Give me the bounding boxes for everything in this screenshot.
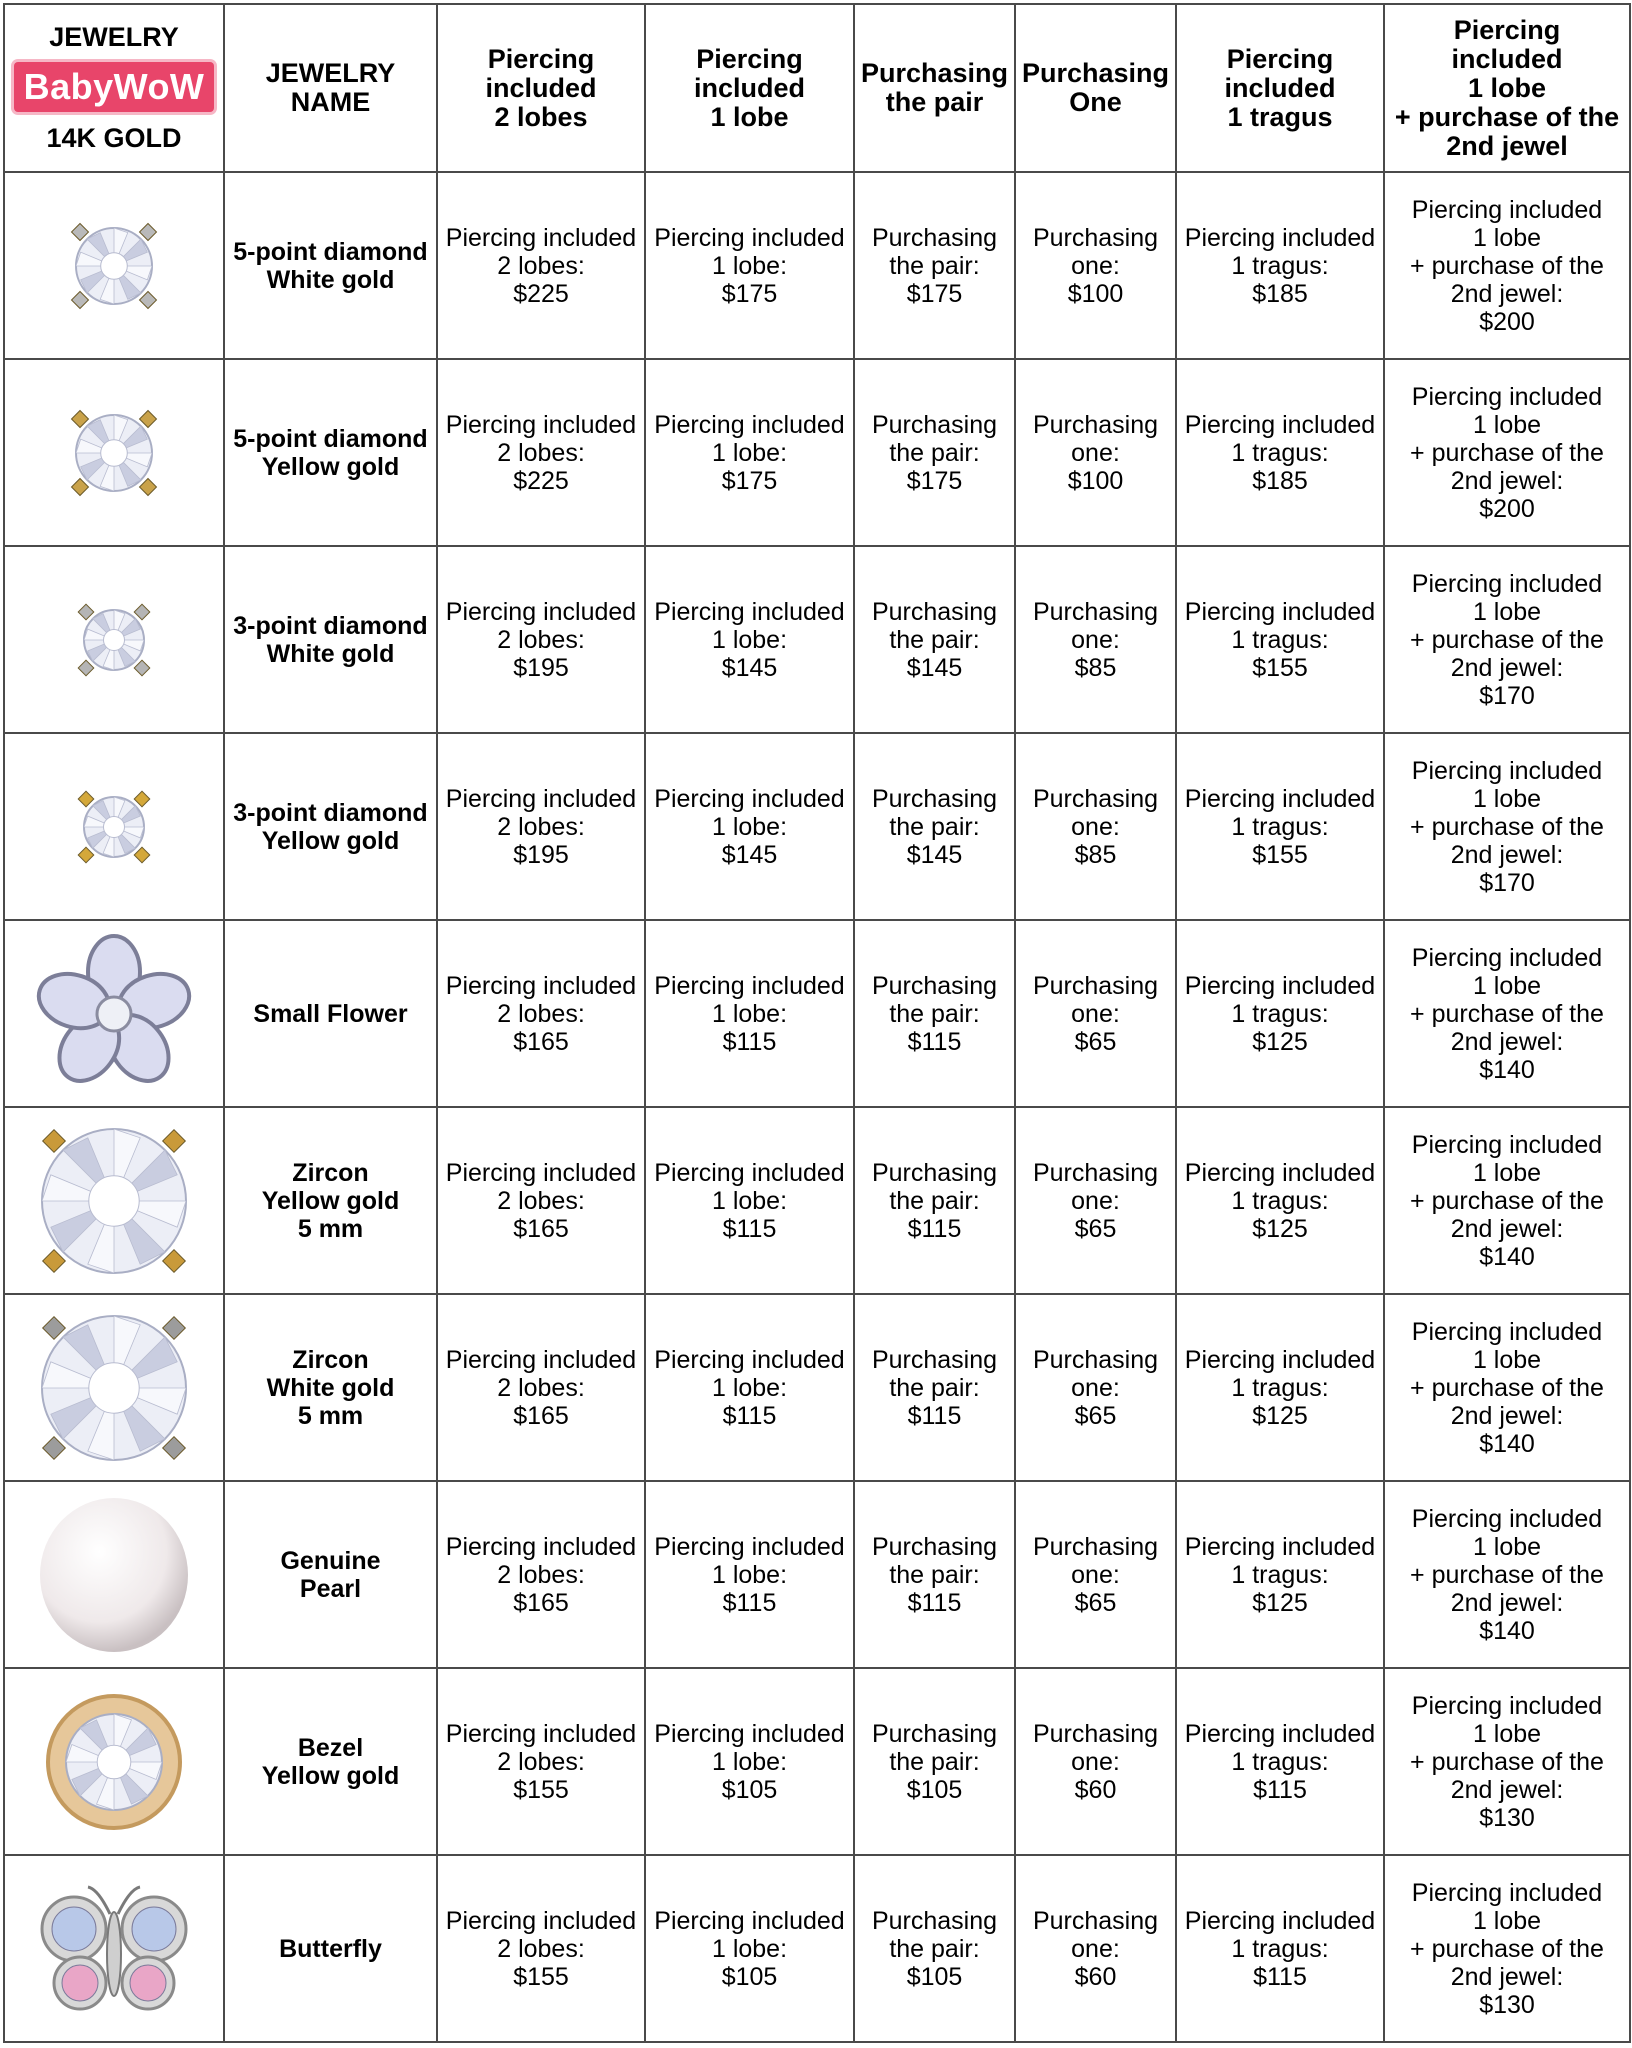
header-row xyxy=(4,4,1630,172)
price-one-lobe: Piercing included 1 lobe: $105 xyxy=(645,1855,854,2042)
price-two-lobes: Piercing included 2 lobes: $165 xyxy=(437,1294,645,1481)
jewel-image-cell xyxy=(4,359,224,546)
jewel-image-cell xyxy=(4,1107,224,1294)
price-two-lobes: Piercing included 2 lobes: $225 xyxy=(437,359,645,546)
jewelry-name: Genuine Pearl xyxy=(224,1481,437,1668)
price-two-lobes: Piercing included 2 lobes: $155 xyxy=(437,1668,645,1855)
pearl-stud-icon xyxy=(5,1490,223,1660)
price-tragus: Piercing included 1 tragus: $185 xyxy=(1176,359,1384,546)
table-row xyxy=(4,1481,1630,1668)
price-lobe-plus-jewel: Piercing included 1 lobe + purchase of the 2nd jewel: $140 xyxy=(1384,1294,1630,1481)
jewelry-name: Butterfly xyxy=(224,1855,437,2042)
price-tragus: Piercing included 1 tragus: $125 xyxy=(1176,1107,1384,1294)
jewel-image-cell xyxy=(4,1855,224,2042)
price-tragus: Piercing included 1 tragus: $155 xyxy=(1176,546,1384,733)
price-pair: Purchasing the pair: $115 xyxy=(854,1107,1015,1294)
price-one: Purchasing one: $100 xyxy=(1015,172,1176,359)
price-two-lobes: Piercing included 2 lobes: $165 xyxy=(437,920,645,1107)
price-one: Purchasing one: $60 xyxy=(1015,1668,1176,1855)
price-one-lobe: Piercing included 1 lobe: $115 xyxy=(645,1107,854,1294)
table-row xyxy=(4,1294,1630,1481)
jewelry-name: 3-point diamond White gold xyxy=(224,546,437,733)
table-row xyxy=(4,546,1630,733)
column-header-one-lobe: Piercing included 1 lobe xyxy=(645,4,854,172)
table-row xyxy=(4,359,1630,546)
price-one: Purchasing one: $85 xyxy=(1015,546,1176,733)
price-one-lobe: Piercing included 1 lobe: $105 xyxy=(645,1668,854,1855)
price-pair: Purchasing the pair: $175 xyxy=(854,359,1015,546)
column-header-pair: Purchasing the pair xyxy=(854,4,1015,172)
jewelry-name: Bezel Yellow gold xyxy=(224,1668,437,1855)
table-row xyxy=(4,1668,1630,1855)
price-lobe-plus-jewel: Piercing included 1 lobe + purchase of the 2nd jewel: $200 xyxy=(1384,359,1630,546)
table-row xyxy=(4,733,1630,920)
table-row xyxy=(4,172,1630,359)
yellow-gold-zircon-stud-icon xyxy=(5,1116,223,1286)
brand-top-label: JEWELRY xyxy=(49,22,179,52)
brand-header xyxy=(4,4,224,172)
white-gold-small-diamond-stud-icon xyxy=(5,555,223,725)
jewelry-name: 5-point diamond Yellow gold xyxy=(224,359,437,546)
price-two-lobes: Piercing included 2 lobes: $195 xyxy=(437,546,645,733)
price-two-lobes: Piercing included 2 lobes: $165 xyxy=(437,1107,645,1294)
column-header-name: JEWELRY NAME xyxy=(224,4,437,172)
price-one: Purchasing one: $100 xyxy=(1015,359,1176,546)
jewel-image-cell xyxy=(4,920,224,1107)
column-header-tragus: Piercing included 1 tragus xyxy=(1176,4,1384,172)
price-two-lobes: Piercing included 2 lobes: $225 xyxy=(437,172,645,359)
price-lobe-plus-jewel: Piercing included 1 lobe + purchase of the 2nd jewel: $200 xyxy=(1384,172,1630,359)
price-two-lobes: Piercing included 2 lobes: $195 xyxy=(437,733,645,920)
price-one-lobe: Piercing included 1 lobe: $115 xyxy=(645,1481,854,1668)
price-pair: Purchasing the pair: $145 xyxy=(854,546,1015,733)
price-one-lobe: Piercing included 1 lobe: $115 xyxy=(645,920,854,1107)
price-lobe-plus-jewel: Piercing included 1 lobe + purchase of the 2nd jewel: $130 xyxy=(1384,1855,1630,2042)
jewelry-name: 5-point diamond White gold xyxy=(224,172,437,359)
price-one: Purchasing one: $65 xyxy=(1015,1107,1176,1294)
price-one-lobe: Piercing included 1 lobe: $145 xyxy=(645,546,854,733)
price-one-lobe: Piercing included 1 lobe: $145 xyxy=(645,733,854,920)
column-header-two-lobes: Piercing included 2 lobes xyxy=(437,4,645,172)
table-row xyxy=(4,920,1630,1107)
price-tragus: Piercing included 1 tragus: $115 xyxy=(1176,1668,1384,1855)
brand-logo: BabyWoW xyxy=(14,62,215,112)
jewelry-name: Zircon White gold 5 mm xyxy=(224,1294,437,1481)
brand-bottom-label: 14K GOLD xyxy=(46,123,182,153)
price-pair: Purchasing the pair: $175 xyxy=(854,172,1015,359)
price-lobe-plus-jewel: Piercing included 1 lobe + purchase of the 2nd jewel: $140 xyxy=(1384,1481,1630,1668)
yellow-gold-small-diamond-stud-icon xyxy=(5,742,223,912)
price-one: Purchasing one: $65 xyxy=(1015,1294,1176,1481)
price-one-lobe: Piercing included 1 lobe: $175 xyxy=(645,359,854,546)
price-one: Purchasing one: $65 xyxy=(1015,920,1176,1107)
price-pair: Purchasing the pair: $115 xyxy=(854,1481,1015,1668)
price-lobe-plus-jewel: Piercing included 1 lobe + purchase of the 2nd jewel: $170 xyxy=(1384,733,1630,920)
price-tragus: Piercing included 1 tragus: $125 xyxy=(1176,1481,1384,1668)
jewel-image-cell xyxy=(4,172,224,359)
jewelry-name: 3-point diamond Yellow gold xyxy=(224,733,437,920)
price-lobe-plus-jewel: Piercing included 1 lobe + purchase of the 2nd jewel: $140 xyxy=(1384,920,1630,1107)
jewel-image-cell xyxy=(4,1668,224,1855)
column-header-lobe-plus-jewel: Piercing included 1 lobe + purchase of the 2nd jewel xyxy=(1384,4,1630,172)
table-row xyxy=(4,1855,1630,2042)
price-one-lobe: Piercing included 1 lobe: $115 xyxy=(645,1294,854,1481)
table-row xyxy=(4,1107,1630,1294)
jewel-image-cell xyxy=(4,733,224,920)
price-lobe-plus-jewel: Piercing included 1 lobe + purchase of the 2nd jewel: $140 xyxy=(1384,1107,1630,1294)
price-table xyxy=(3,3,1631,2043)
price-lobe-plus-jewel: Piercing included 1 lobe + purchase of the 2nd jewel: $170 xyxy=(1384,546,1630,733)
price-pair: Purchasing the pair: $105 xyxy=(854,1855,1015,2042)
price-two-lobes: Piercing included 2 lobes: $165 xyxy=(437,1481,645,1668)
yellow-gold-diamond-stud-icon xyxy=(5,368,223,538)
price-one-lobe: Piercing included 1 lobe: $175 xyxy=(645,172,854,359)
jewel-image-cell xyxy=(4,546,224,733)
white-gold-zircon-stud-icon xyxy=(5,1303,223,1473)
price-pair: Purchasing the pair: $115 xyxy=(854,1294,1015,1481)
price-pair: Purchasing the pair: $105 xyxy=(854,1668,1015,1855)
jewelry-name: Small Flower xyxy=(224,920,437,1107)
bezel-stud-icon xyxy=(5,1677,223,1847)
price-lobe-plus-jewel: Piercing included 1 lobe + purchase of the 2nd jewel: $130 xyxy=(1384,1668,1630,1855)
column-header-one: Purchasing One xyxy=(1015,4,1176,172)
price-one: Purchasing one: $85 xyxy=(1015,733,1176,920)
flower-stud-icon xyxy=(5,929,223,1099)
price-tragus: Piercing included 1 tragus: $125 xyxy=(1176,1294,1384,1481)
price-two-lobes: Piercing included 2 lobes: $155 xyxy=(437,1855,645,2042)
butterfly-stud-icon xyxy=(5,1864,223,2034)
jewelry-name: Zircon Yellow gold 5 mm xyxy=(224,1107,437,1294)
jewel-image-cell xyxy=(4,1294,224,1481)
price-tragus: Piercing included 1 tragus: $185 xyxy=(1176,172,1384,359)
price-pair: Purchasing the pair: $145 xyxy=(854,733,1015,920)
price-tragus: Piercing included 1 tragus: $155 xyxy=(1176,733,1384,920)
price-tragus: Piercing included 1 tragus: $115 xyxy=(1176,1855,1384,2042)
price-tragus: Piercing included 1 tragus: $125 xyxy=(1176,920,1384,1107)
jewel-image-cell xyxy=(4,1481,224,1668)
price-pair: Purchasing the pair: $115 xyxy=(854,920,1015,1107)
price-one: Purchasing one: $65 xyxy=(1015,1481,1176,1668)
white-gold-diamond-stud-icon xyxy=(5,181,223,351)
price-one: Purchasing one: $60 xyxy=(1015,1855,1176,2042)
